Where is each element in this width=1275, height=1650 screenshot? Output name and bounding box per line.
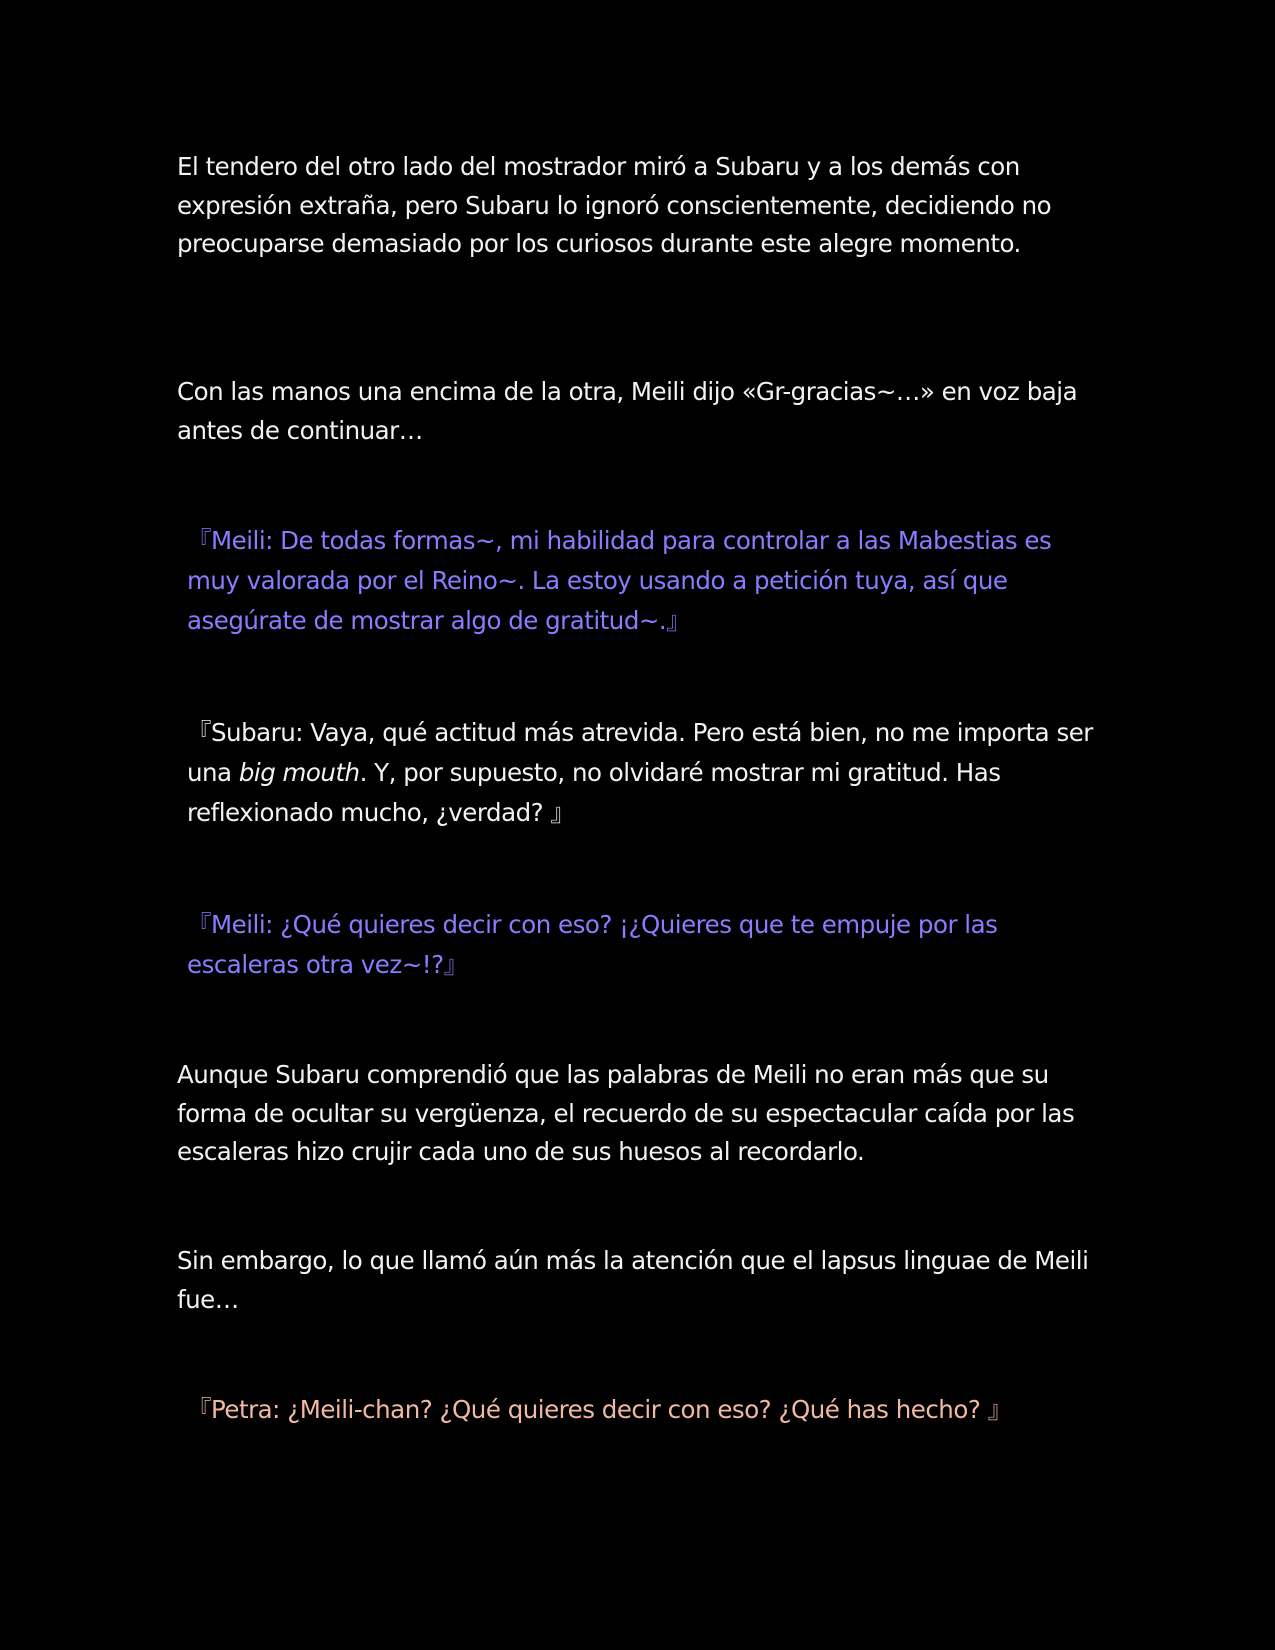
meili-dialogue-2: 『Meili: ¿Qué quieres decir con eso? ¡¿Quieres que te empuje por las escaleras otra vez~!?』 <box>187 910 998 979</box>
narration-paragraph-4: Sin embargo, lo que llamó aún más la atención que el lapsus linguae de Meili fue… <box>177 1246 1089 1314</box>
petra-dialogue-1: 『Petra: ¿Meili-chan? ¿Qué quieres decir con eso? ¿Qué has hecho? 』 <box>187 1395 1012 1424</box>
meili-dialogue-1: 『Meili: De todas formas~, mi habilidad para controlar a las Mabestias es muy valorada por el Reino~. La estoy usando a petición tuya, así que asegúrate de mostrar algo de gratitud~.』 <box>187 526 1052 635</box>
narration-paragraph-1: El tendero del otro lado del mostrador miró a Subaru y a los demás con expresión extraña, pero Subaru lo ignoró conscientemente, decidiendo no preocuparse demasiado por los curiosos durante este alegre momento. <box>177 152 1052 258</box>
narration-paragraph-3: Aunque Subaru comprendió que las palabras de Meili no eran más que su forma de ocultar su vergüenza, el recuerdo de su espectacular caída por las escaleras hizo crujir cada uno de sus huesos al recordarlo. <box>177 1060 1075 1166</box>
subaru-dialogue-part-1: 『Subaru: Vaya, qué actitud más atrevida. Pero está bien, no me importa ser una <box>187 718 1093 787</box>
subaru-dialogue-part-2: . Y, por supuesto, no olvidaré mostrar mi gratitud. Has reflexionado mucho, ¿verdad? 』 <box>187 758 1001 827</box>
subaru-dialogue-1 <box>177 713 1102 833</box>
narration-paragraph-2: Con las manos una encima de la otra, Meili dijo «Gr-gracias~…» en voz baja antes de continuar… <box>177 377 1078 445</box>
subaru-dialogue-italic: big mouth <box>238 758 360 787</box>
